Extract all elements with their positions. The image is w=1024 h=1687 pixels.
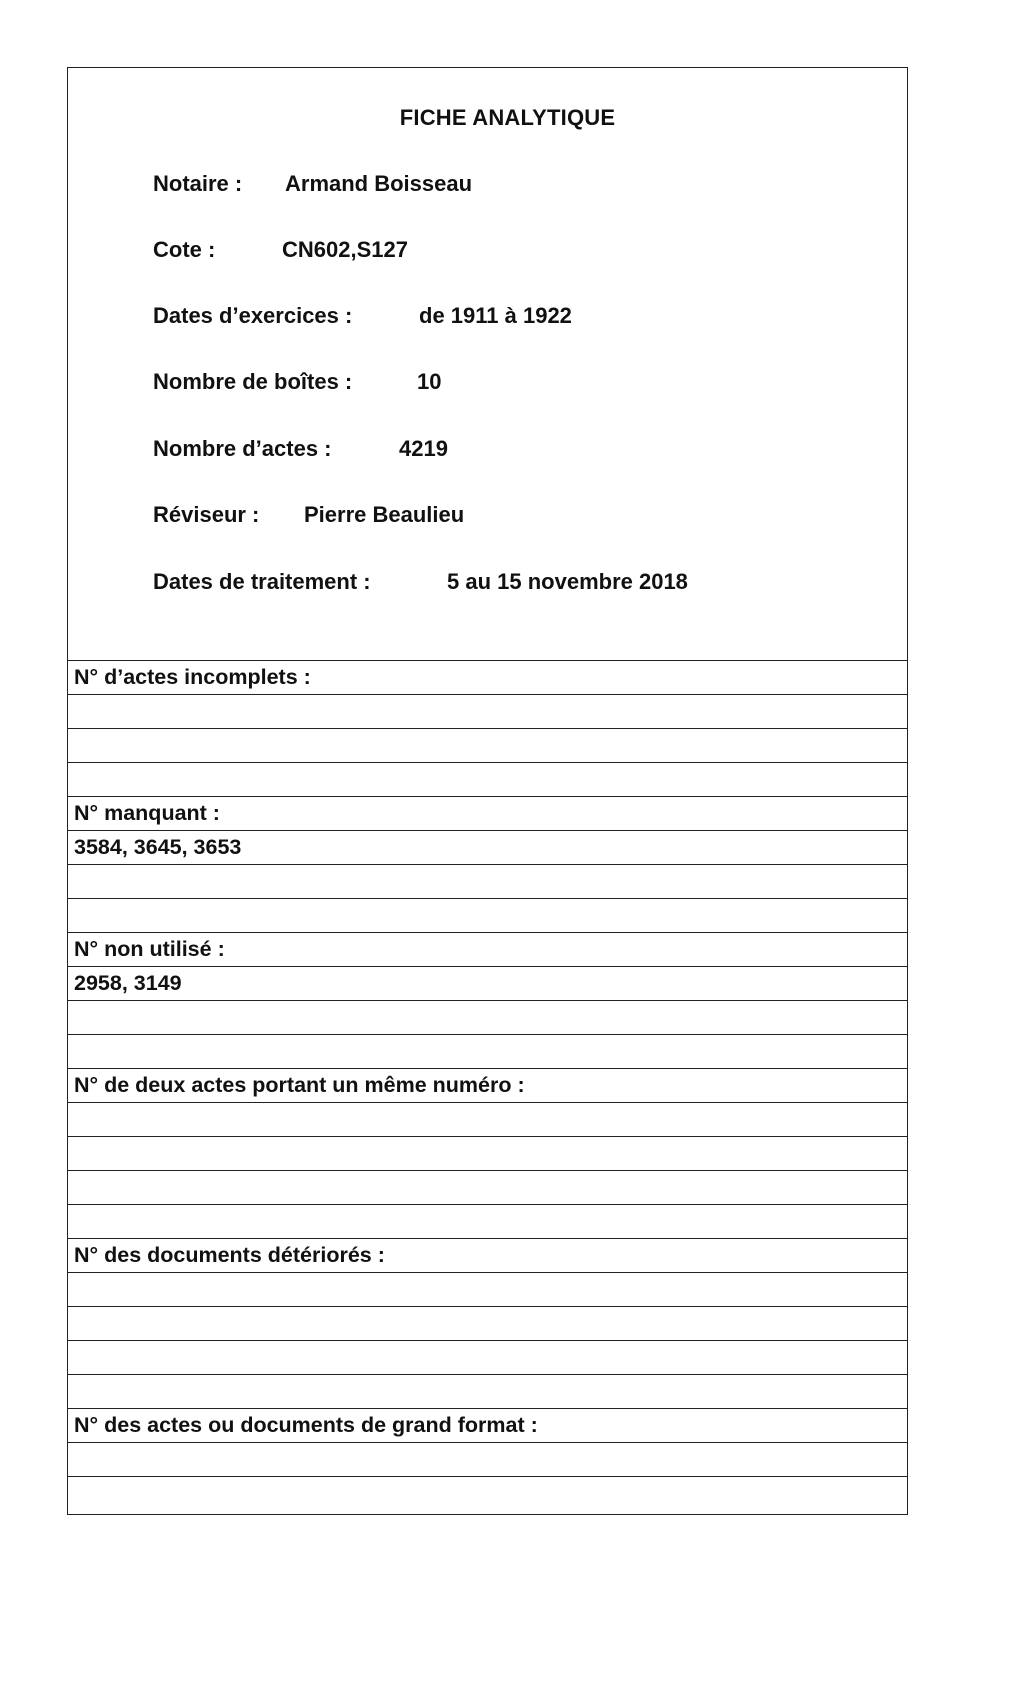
form-title: FICHE ANALYTIQUE <box>399 105 616 130</box>
manquant-heading: N° manquant : <box>74 801 220 825</box>
rule <box>68 1136 907 1137</box>
rule <box>68 1102 907 1103</box>
notaire-value: Armand Boisseau <box>285 171 473 196</box>
deteriores-heading: N° des documents détériorés : <box>74 1243 385 1267</box>
rule <box>68 932 907 933</box>
rule <box>68 1374 907 1375</box>
rule <box>68 1204 907 1205</box>
rule <box>68 1170 907 1171</box>
rule <box>68 762 907 763</box>
reviseur-value: Pierre Beaulieu <box>304 502 465 527</box>
field-dates-traitement <box>153 569 688 595</box>
non-utilise-value[interactable]: 2958, 3149 <box>74 971 182 995</box>
rule <box>68 864 907 865</box>
nombre-actes-label: Nombre d’actes : <box>153 436 332 461</box>
rule <box>68 1272 907 1273</box>
rule <box>68 1442 907 1443</box>
cote-label: Cote : <box>153 237 216 262</box>
nombre-boites-label: Nombre de boîtes : <box>153 369 353 394</box>
non-utilise-heading: N° non utilisé : <box>74 937 225 961</box>
incomplets-heading: N° d’actes incomplets : <box>74 665 311 689</box>
rule <box>68 1068 907 1069</box>
field-nombre-boites <box>153 369 441 395</box>
nombre-boites-value: 10 <box>417 369 442 394</box>
rule <box>68 1476 907 1477</box>
rule <box>68 966 907 967</box>
field-notaire <box>153 171 472 197</box>
dates-exercices-label: Dates d’exercices : <box>153 303 353 328</box>
rule <box>68 1340 907 1341</box>
rule <box>68 898 907 899</box>
rule <box>68 1408 907 1409</box>
rule <box>68 660 907 661</box>
dates-traitement-label: Dates de traitement : <box>153 569 371 594</box>
rule <box>68 830 907 831</box>
rule <box>68 1238 907 1239</box>
rule <box>68 796 907 797</box>
notaire-label: Notaire : <box>153 171 243 196</box>
rule <box>68 1306 907 1307</box>
meme-numero-heading: N° de deux actes portant un même numéro : <box>74 1073 525 1097</box>
reviseur-label: Réviseur : <box>153 502 260 527</box>
grand-format-heading: N° des actes ou documents de grand format : <box>74 1413 538 1437</box>
field-reviseur <box>153 502 464 528</box>
analytic-form <box>67 67 908 1515</box>
rule <box>68 694 907 695</box>
field-nombre-actes <box>153 436 448 462</box>
field-cote <box>153 237 408 263</box>
dates-traitement-value: 5 au 15 novembre 2018 <box>447 569 688 594</box>
manquant-value[interactable]: 3584, 3645, 3653 <box>74 835 242 859</box>
field-dates-exercices <box>153 303 572 329</box>
rule <box>68 728 907 729</box>
dates-exercices-value: de 1911 à 1922 <box>419 303 572 328</box>
cote-value: CN602,S127 <box>282 237 408 262</box>
rule <box>68 1034 907 1035</box>
nombre-actes-value: 4219 <box>399 436 448 461</box>
rule <box>68 1000 907 1001</box>
